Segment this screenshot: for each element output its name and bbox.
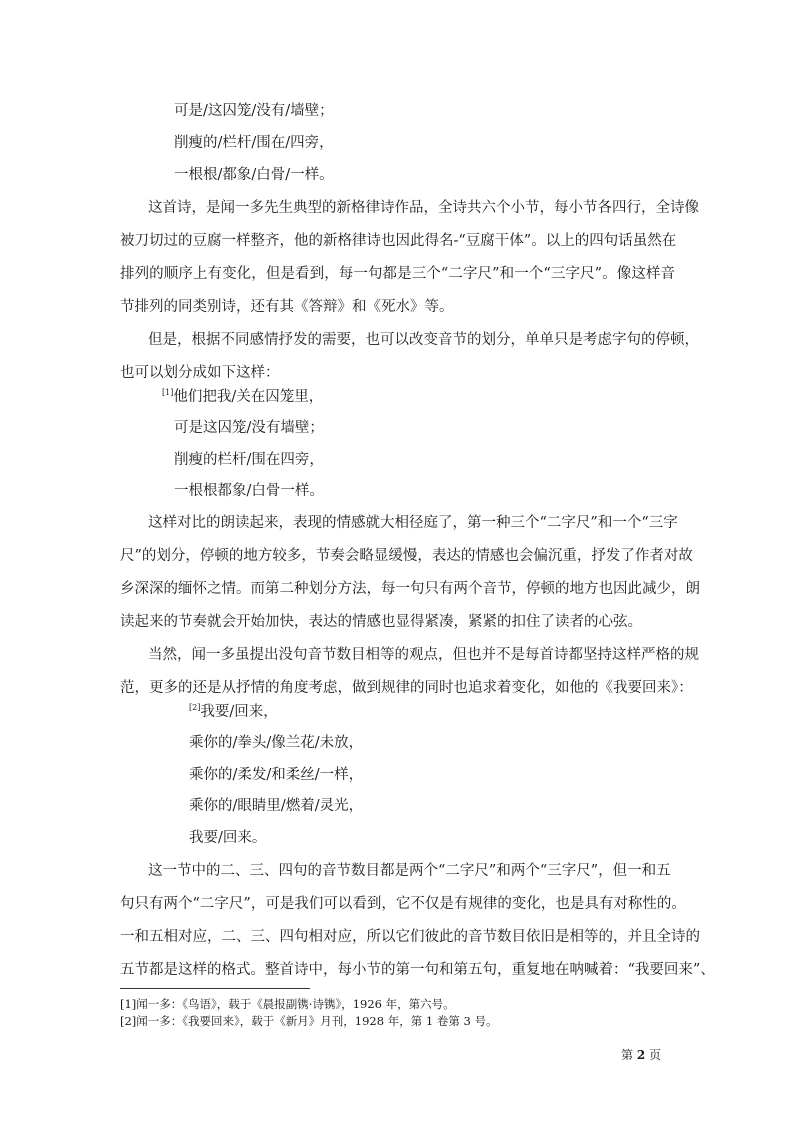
poem3-first-line: [2]我要/回来， xyxy=(189,703,278,720)
paragraph-line: 但是，根据不同感情抒发的需要，也可以改变音节的划分，单单只是考虑字句的停顿， xyxy=(148,332,699,348)
poem3-line: 我要/回来。 xyxy=(189,830,267,846)
paragraph-line: 乡深深的缅怀之情。而第二种划分方法，每一句只有两个音节，停顿的地方也因此减少，朗 xyxy=(120,581,700,597)
footnote-ref: [1] xyxy=(162,388,174,398)
poem2-line: 一根根都象/白骨一样。 xyxy=(174,483,324,499)
footnote-ref: [2] xyxy=(189,703,201,713)
paragraph-line: 尺”的划分，停顿的地方较多，节奏会略显缓慢，表达的情感也会偏沉重，抒发了作者对故 xyxy=(120,548,693,564)
poem3-line: 乘你的/拳头/像兰花/未放， xyxy=(189,735,364,751)
paragraph-line: 五节都是这样的格式。整首诗中，每小节的第一句和第五句，重复地在呐喊着：“我要回来”、 xyxy=(120,962,715,978)
page-number: 第 2 页 xyxy=(621,1048,662,1062)
paragraph-line: 排列的顺序上有变化，但是看到，每一句都是三个“二字尺”和一个“三字尺”。像这样音 xyxy=(120,266,675,282)
paragraph-line: 被刀切过的豆腐一样整齐，他的新格律诗也因此得名-“豆腐干体”。以上的四句话虽然在 xyxy=(120,233,677,249)
paragraph-line: 一和五相对应，二、三、四句相对应，所以它们彼此的音节数目依旧是相等的，并且全诗的 xyxy=(120,929,700,945)
footnote: [1]闻一多：《鸟语》，载于《晨报副镌·诗镌》，1926 年，第六号。 xyxy=(120,997,455,1011)
poem3-line: 乘你的/柔发/和柔丝/一样， xyxy=(189,767,364,783)
poem2-line: 可是这囚笼/没有墙壁； xyxy=(174,420,324,436)
paragraph-line: 这首诗，是闻一多先生典型的新格律诗作品，全诗共六个小节，每小节各四行，全诗像 xyxy=(148,200,699,216)
paragraph-line: 范，更多的还是从抒情的角度考虑，做到规律的同时也追求着变化，如他的《我要回来》： xyxy=(120,680,693,696)
paragraph-line: 当然，闻一多虽提出没句音节数目相等的观点，但也并不是每首诗都坚持这样严格的规 xyxy=(148,647,699,663)
poem1-line: 可是/这囚笼/没有/墙壁； xyxy=(174,103,334,119)
poem2-first-line: [1]他们把我/关在囚笼里， xyxy=(162,388,324,405)
poem1-line: 削瘦的/栏杆/围在/四旁， xyxy=(174,135,334,151)
poem1-line: 一根根/都象/白骨/一样。 xyxy=(174,167,334,183)
paragraph-line: 句只有两个“二字尺”，可是我们可以看到，它不仅是有规律的变化，也是具有对称性的。 xyxy=(120,896,686,912)
poem3-line: 乘你的/眼睛里/燃着/灵光， xyxy=(189,798,364,814)
paragraph-line: 也可以划分成如下这样： xyxy=(120,365,280,381)
paragraph-line: 这一节中的二、三、四句的音节数目都是两个“二字尺”和两个“三字尺”，但一和五 xyxy=(148,863,671,879)
footnote-separator xyxy=(120,988,310,989)
paragraph-line: 读起来的节奏就会开始加快，表达的情感也显得紧凑，紧紧的扣住了读者的心弦。 xyxy=(120,614,642,630)
poem2-line: 削瘦的栏杆/围在四旁， xyxy=(174,452,324,468)
paragraph-line: 这样对比的朗读起来，表现的情感就大相径庭了，第一种三个“二字尺”和一个“三字 xyxy=(148,515,678,531)
footnote: [2]闻一多：《我要回来》，载于《新月》月刊，1928 年，第 1 卷第 3 号。 xyxy=(120,1014,498,1028)
paragraph-line: 节排列的同类别诗，还有其《答辩》和《死水》等。 xyxy=(120,299,454,315)
